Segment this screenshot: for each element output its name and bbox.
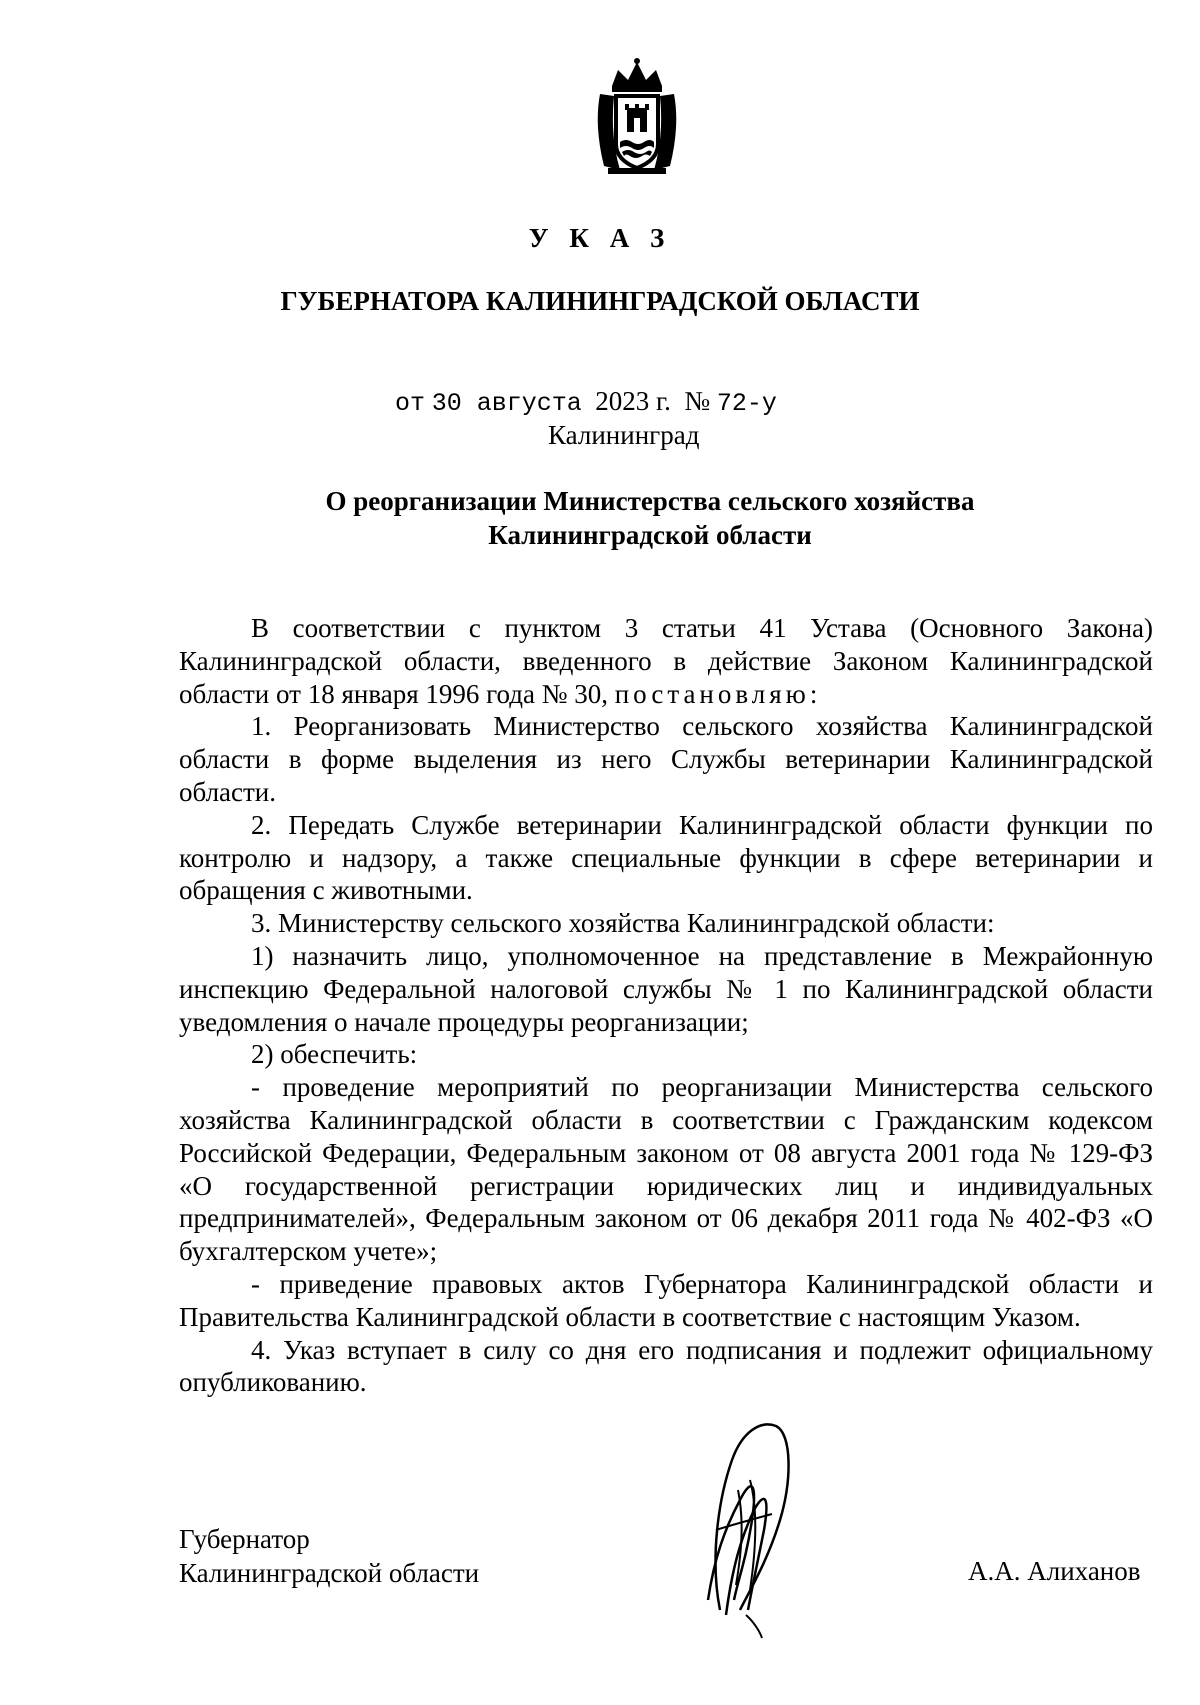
date-and-number (395, 386, 777, 418)
decree-body (179, 612, 1153, 1399)
decree-subject (300, 484, 1000, 552)
document-type-title: У К А З (528, 223, 672, 253)
coat-of-arms-icon (590, 56, 684, 178)
position-line-1: Губернатор (179, 1524, 310, 1554)
paragraph-3-2-b: - приведение правовых актов Губернатора Калининградской области и Правительства Калининградской области в соответствие с настоящим Указом. (179, 1268, 1153, 1332)
paragraph-2: 2. Передать Службе ветеринарии Калининградской области функции по контролю и надзору, а также специальные функции в сфере ветеринарии и обращения с животными. (179, 809, 1153, 906)
date-year: 2023 г. (595, 386, 671, 416)
signatory-name: А.А. Алиханов (968, 1556, 1141, 1586)
issuing-authority: ГУБЕРНАТОРА КАЛИНИНГРАДСКОЙ ОБЛАСТИ (280, 286, 920, 316)
date-prefix: от (395, 389, 426, 418)
position-line-2: Калининградской области (179, 1558, 480, 1588)
date-day-month: 30 августа (431, 389, 582, 418)
paragraph-1: 1. Реорганизовать Министерство сельского хозяйства Калининградской области в форме выделения из него Службы ветеринарии Калининградской области. (179, 711, 1153, 807)
subject-line-2: Калининградской области (488, 520, 812, 550)
paragraph-3: 3. Министерству сельского хозяйства Калининградской области: (251, 908, 995, 939)
handwritten-signature (680, 1410, 810, 1640)
paragraph-3-2-a: - проведение мероприятий по реорганизации Министерства сельского хозяйства Калининградской области в соответствии с Гражданским кодексом Российской Федерации, Федеральным законом от 08 августа 2001 года № 129-ФЗ «О государственной регистрации юридических лиц и индивидуальных предпринимателей», Федеральным законом от 06 декабря 2011 года № 402-ФЗ «О бухгалтерском учете»; (179, 1072, 1153, 1267)
preamble-paragraph (179, 612, 1153, 710)
preamble-resolution-word: постановляю: (614, 678, 822, 709)
city: Калининград (548, 420, 700, 450)
decree-number: 72-у (716, 389, 777, 418)
subject-line-1: О реорганизации Министерства сельского хозяйства (325, 486, 975, 516)
paragraph-3-2: 2) обеспечить: (251, 1039, 418, 1070)
preamble-text: В соответствии с пунктом 3 статьи 41 Устава (Основного Закона) Калининградской области, введенного в действие Законом Калининградской области от 18 января 1996 года № 30, (179, 613, 1153, 709)
paragraph-4: 4. Указ вступает в силу со дня его подписания и подлежит официальному опубликованию. (179, 1334, 1153, 1398)
number-sign: № (684, 386, 711, 416)
paragraph-3-1: 1) назначить лицо, уполномоченное на представление в Межрайонную инспекцию Федеральной налоговой службы № 1 по Калининградской области уведомления о начале процедуры реорганизации; (179, 940, 1153, 1037)
signatory-position (179, 1522, 479, 1590)
